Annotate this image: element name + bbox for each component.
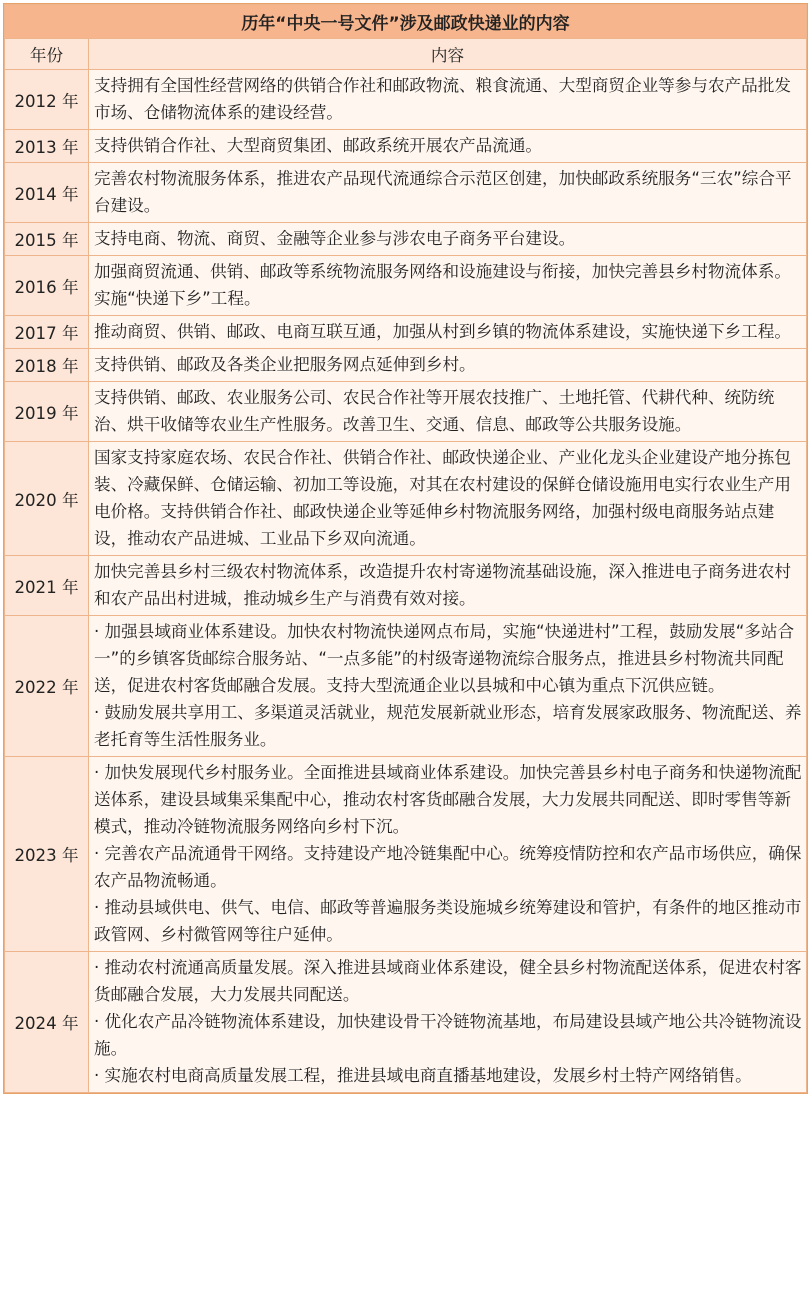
content-cell bbox=[89, 256, 807, 316]
year-cell: 2015 年 bbox=[5, 223, 89, 256]
year-cell: 2013 年 bbox=[5, 130, 89, 163]
header-year: 年份 bbox=[5, 39, 89, 70]
year-cell: 2014 年 bbox=[5, 163, 89, 223]
content-paragraph: 支持供销合作社、大型商贸集团、邮政系统开展农产品流通。 bbox=[94, 136, 543, 155]
content-paragraph: 完善农村物流服务体系，推进农产品现代流通综合示范区创建，加快邮政系统服务“三农”综合平台建设。 bbox=[94, 169, 792, 215]
table-row bbox=[5, 223, 807, 256]
table-row bbox=[5, 316, 807, 349]
content-paragraph: · 完善农产品流通骨干网络。支持建设产地冷链集配中心。统筹疫情防控和农产品市场供应，确保农产品物流畅通。 bbox=[94, 844, 802, 890]
table-title: 历年“中央一号文件”涉及邮政快递业的内容 bbox=[5, 5, 807, 39]
content-paragraph: 推动商贸、供销、邮政、电商互联互通，加强从村到乡镇的物流体系建设，实施快递下乡工程。 bbox=[94, 322, 791, 341]
content-cell bbox=[89, 349, 807, 382]
content-cell bbox=[89, 952, 807, 1093]
content-cell bbox=[89, 757, 807, 952]
content-paragraph: · 加强县域商业体系建设。加快农村物流快递网点布局，实施“快递进村”工程，鼓励发展“多站合一”的乡镇客货邮综合服务站、“一点多能”的村级寄递物流综合服务点，推进县乡村物流共同配送，促进农村客货邮融合发展。支持大型流通企业以县城和中心镇为重点下沉供应链。 bbox=[94, 622, 795, 695]
table-row bbox=[5, 556, 807, 616]
year-cell: 2020 年 bbox=[5, 442, 89, 556]
policy-table-container bbox=[3, 3, 808, 1094]
content-paragraph: 支持电商、物流、商贸、金融等企业参与涉农电子商务平台建设。 bbox=[94, 229, 576, 248]
table-row bbox=[5, 952, 807, 1093]
year-cell: 2018 年 bbox=[5, 349, 89, 382]
header-content: 内容 bbox=[89, 39, 807, 70]
table-row bbox=[5, 349, 807, 382]
content-cell bbox=[89, 70, 807, 130]
year-cell: 2021 年 bbox=[5, 556, 89, 616]
content-paragraph: 国家支持家庭农场、农民合作社、供销合作社、邮政快递企业、产业化龙头企业建设产地分拣包装、冷藏保鲜、仓储运输、初加工等设施，对其在农村建设的保鲜仓储设施用电实行农业生产用电价格。支持供销合作社、邮政快递企业等延伸乡村物流服务网络，加强村级电商服务站点建设，推动农产品进城、工业品下乡双向流通。 bbox=[94, 448, 791, 548]
year-cell: 2012 年 bbox=[5, 70, 89, 130]
content-cell bbox=[89, 163, 807, 223]
content-paragraph: · 优化农产品冷链物流体系建设，加快建设骨干冷链物流基地，布局建设县域产地公共冷链物流设施。 bbox=[94, 1012, 802, 1058]
table-row bbox=[5, 442, 807, 556]
content-paragraph: · 推动农村流通高质量发展。深入推进县域商业体系建设，健全县乡村物流配送体系，促进农村客货邮融合发展，大力发展共同配送。 bbox=[94, 958, 802, 1004]
content-paragraph: 加强商贸流通、供销、邮政等系统物流服务网络和设施建设与衔接，加快完善县乡村物流体系。实施“快递下乡”工程。 bbox=[94, 262, 791, 308]
content-cell bbox=[89, 382, 807, 442]
content-paragraph: 加快完善县乡村三级农村物流体系，改造提升农村寄递物流基础设施，深入推进电子商务进农村和农产品出村进城，推动城乡生产与消费有效对接。 bbox=[94, 562, 791, 608]
year-cell: 2016 年 bbox=[5, 256, 89, 316]
content-paragraph: 支持供销、邮政及各类企业把服务网点延伸到乡村。 bbox=[94, 355, 476, 374]
content-cell bbox=[89, 130, 807, 163]
year-cell: 2017 年 bbox=[5, 316, 89, 349]
table-row bbox=[5, 256, 807, 316]
title-row bbox=[5, 5, 807, 39]
content-paragraph: · 推动县域供电、供气、电信、邮政等普遍服务类设施城乡统筹建设和管护，有条件的地区推动市政管网、乡村微管网等往户延伸。 bbox=[94, 898, 802, 944]
content-paragraph: · 鼓励发展共享用工、多渠道灵活就业，规范发展新就业形态，培育发展家政服务、物流配送、养老托育等生活性服务业。 bbox=[94, 703, 802, 749]
table-row bbox=[5, 382, 807, 442]
policy-table bbox=[4, 4, 807, 1093]
content-paragraph: 支持供销、邮政、农业服务公司、农民合作社等开展农技推广、土地托管、代耕代种、统防统治、烘干收储等农业生产性服务。改善卫生、交通、信息、邮政等公共服务设施。 bbox=[94, 388, 775, 434]
table-row bbox=[5, 616, 807, 757]
table-row bbox=[5, 130, 807, 163]
table-row bbox=[5, 70, 807, 130]
table-row bbox=[5, 757, 807, 952]
year-cell: 2024 年 bbox=[5, 952, 89, 1093]
content-paragraph: · 加快发展现代乡村服务业。全面推进县域商业体系建设。加快完善县乡村电子商务和快递物流配送体系，建设县域集采集配中心，推动农村客货邮融合发展，大力发展共同配送、即时零售等新模式，推动冷链物流服务网络向乡村下沉。 bbox=[94, 763, 802, 836]
table-body bbox=[5, 70, 807, 1093]
header-row bbox=[5, 39, 807, 70]
year-cell: 2019 年 bbox=[5, 382, 89, 442]
table-row bbox=[5, 163, 807, 223]
content-cell bbox=[89, 316, 807, 349]
content-paragraph: 支持拥有全国性经营网络的供销合作社和邮政物流、粮食流通、大型商贸企业等参与农产品批发市场、仓储物流体系的建设经营。 bbox=[94, 76, 791, 122]
content-cell bbox=[89, 556, 807, 616]
content-cell bbox=[89, 442, 807, 556]
content-cell bbox=[89, 616, 807, 757]
year-cell: 2023 年 bbox=[5, 757, 89, 952]
content-cell bbox=[89, 223, 807, 256]
year-cell: 2022 年 bbox=[5, 616, 89, 757]
content-paragraph: · 实施农村电商高质量发展工程，推进县域电商直播基地建设，发展乡村土特产网络销售。 bbox=[94, 1066, 752, 1085]
